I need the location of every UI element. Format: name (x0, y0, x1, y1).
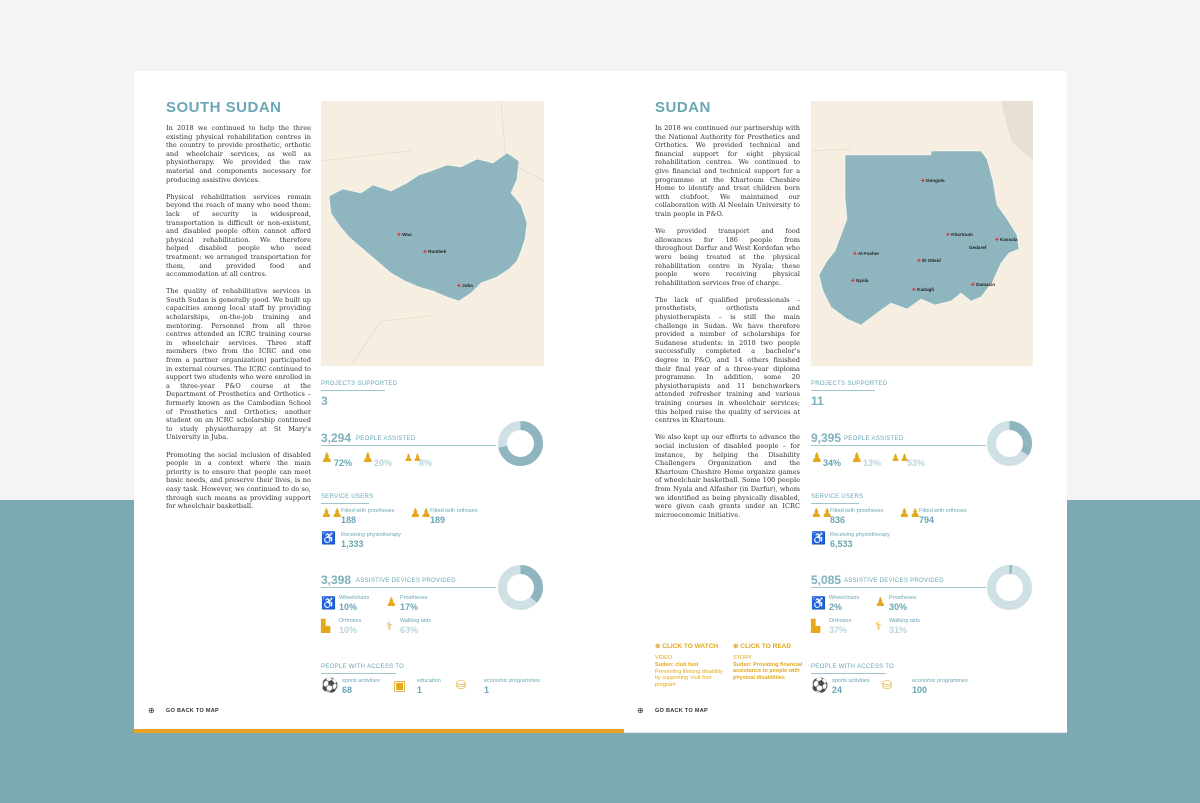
back-arrow-icon[interactable]: ⊕ (637, 706, 644, 715)
physiotherapy-value: 1,333 (341, 539, 364, 549)
click-to-watch-label: CLICK TO WATCH (662, 643, 718, 650)
divider (811, 390, 875, 391)
map-pin-icon: ✚ (995, 237, 999, 242)
prosthesis-icon: ♟ (875, 595, 886, 609)
map-sudan[interactable] (811, 101, 1033, 366)
divider (811, 445, 986, 446)
fitted-orthoses-label: Fitted with orthoses (919, 508, 967, 514)
map-pin-icon: ✚ (851, 278, 855, 283)
click-to-read-link[interactable] (733, 642, 791, 650)
divider (811, 503, 859, 504)
map-city-juba (457, 283, 473, 289)
walking-aids-value: 31% (889, 625, 908, 635)
people-children-pct: 8% (419, 458, 433, 468)
city-label: Damazin (976, 282, 996, 287)
prostheses-label: Prostheses (400, 595, 428, 601)
map-svg (811, 101, 1033, 366)
sports-icon: ⚽ (321, 677, 339, 693)
story-title[interactable]: Sudan: Providing financial assistance to people with physical disabilities (733, 662, 803, 681)
economic-value: 100 (912, 685, 928, 695)
fitted-orthoses-value: 794 (919, 515, 935, 525)
map-pin-icon: ✚ (917, 258, 921, 263)
wheelchairs-label: Wheelchairs (339, 595, 370, 601)
donut-chart-people (985, 419, 1034, 468)
paragraph: We provided transport and food allowances for 186 people from throughout Darfur and West Kordofan who were being treated at the physical rehabilitation centre in Nyala; these people were receiving physical rehabilitation services free of charge. (655, 227, 800, 287)
map-city-el-obeid (917, 258, 941, 264)
projects-value: 3 (321, 394, 328, 408)
woman-icon: ♟ (362, 450, 374, 465)
city-label: Gedaref (969, 245, 987, 250)
map-pin-icon: ✚ (921, 178, 925, 183)
story-tag: STORY (733, 655, 752, 661)
map-pin-icon: ✚ (971, 282, 975, 287)
devices-value: 5,085 (811, 573, 842, 587)
read-icon: ⊕ (733, 643, 739, 650)
physiotherapy-label: Receiving physiotherapy (830, 532, 890, 538)
video-description: Preventing lifelong disability by supporting 'club foot program' (655, 669, 723, 688)
video-title[interactable]: Sudan: club foot (655, 662, 699, 668)
wheelchairs-value: 2% (829, 602, 843, 612)
map-city-rumbek (423, 249, 446, 255)
donut-chart-devices (496, 563, 545, 612)
map-svg (321, 101, 544, 366)
economic-icon: ⛁ (456, 678, 467, 692)
paragraph: The quality of rehabilitative services in South Sudan is generally good. We built up capacities among local staff by providing scholarships, on-the-job training and mentoring. Personnel from all three centres attended an ICRC training course in wheelchair services. Three staff members (two from the ICRC and one from a partner organization) participated in external courses. The ICRC continued to support two students who were enrolled in a three-year P&O course at the Department of Prosthetics and Orthotics – formerly known as the Cambodian School of Prosthetics and Orthotics; another student on an ICRC scholarship continued to study physiotherapy at St Mary's University in Juba. (166, 287, 311, 442)
prostheses-value: 30% (889, 602, 908, 612)
body-text (655, 124, 800, 528)
divider (321, 673, 396, 674)
economic-label: economic programmes (912, 678, 968, 684)
sports-value: 24 (832, 685, 843, 695)
map-pin-icon: ✚ (946, 232, 950, 237)
walking-aids-label: Walking aids (400, 618, 431, 624)
fitted-prostheses-label: Fitted with prostheses (830, 508, 884, 514)
orthoses-label: Orthoses (829, 618, 852, 624)
map-pin-icon: ✚ (912, 287, 916, 292)
video-tag: VIDEO (655, 655, 673, 661)
man-icon: ♟ (811, 450, 823, 465)
sports-value: 68 (342, 685, 353, 695)
city-label: Al-Fasher (857, 251, 880, 256)
walking-aid-icon: ⚕ (875, 619, 882, 633)
body-text (166, 124, 311, 519)
wheelchairs-label: Wheelchairs (829, 595, 860, 601)
orthosis-icon: ▙ (811, 619, 821, 633)
page-bottom-bar (134, 729, 624, 733)
man-icon: ♟ (321, 450, 333, 465)
access-label: PEOPLE WITH ACCESS TO (321, 664, 405, 670)
divider (321, 390, 385, 391)
orthosis-icon: ▙ (321, 619, 331, 633)
city-label: Wau (402, 232, 412, 237)
fitted-prostheses-label: Fitted with prostheses (341, 508, 395, 514)
people-assisted-label: PEOPLE ASSISTED (356, 436, 416, 442)
map-city-al-fasher (853, 251, 879, 257)
children-icon: ♟♟ (404, 453, 422, 464)
economic-icon: ⛁ (882, 678, 893, 692)
page-title: SOUTH SUDAN (166, 99, 282, 116)
prosthesis-user-icon: ♟♟ (321, 506, 343, 520)
fitted-prostheses-value: 188 (341, 515, 357, 525)
click-to-read-label: CLICK TO READ (740, 643, 792, 650)
map-city-wau (397, 232, 412, 238)
map-city-gedaref (969, 245, 986, 250)
page-title: SUDAN (655, 99, 711, 116)
map-pin-icon: ✚ (457, 283, 461, 288)
play-icon: ⊕ (655, 643, 661, 650)
economic-label: economic programmes (484, 678, 540, 684)
access-label: PEOPLE WITH ACCESS TO (811, 664, 895, 670)
economic-value: 1 (484, 685, 490, 695)
people-women-pct: 13% (863, 458, 882, 468)
paragraph: In 2018 we continued our partnership with the National Authority for Prosthetics and Orthotics. We provided technical and financial support for eight physical rehabilitation centres. We continued to give financial and technical support for a programme at the Khartoum Cheshire Home to identify and treat children born with clubfoot. We maintained our collaboration with Al Neelain University to train people in P&O. (655, 124, 800, 218)
click-to-watch-link[interactable] (655, 642, 718, 650)
walking-aids-value: 63% (400, 625, 419, 635)
physiotherapy-label: Receiving physiotherapy (341, 532, 401, 538)
map-south-sudan[interactable] (321, 101, 544, 366)
map-city-kassala (995, 237, 1018, 243)
map-city-dongola (921, 178, 945, 184)
city-label: Kadugli (917, 287, 934, 292)
divider (811, 673, 886, 674)
sports-label: sports activities (832, 678, 870, 684)
walking-aids-label: Walking aids (889, 618, 920, 624)
projects-label: PROJECTS SUPPORTED (321, 381, 398, 387)
city-label: El Obeid (922, 258, 941, 263)
divider (321, 587, 496, 588)
city-label: Dongola (926, 178, 945, 183)
prosthesis-user-icon: ♟♟ (811, 506, 833, 520)
physiotherapy-value: 6,533 (830, 539, 853, 549)
orthoses-value: 10% (339, 625, 358, 635)
orthoses-value: 37% (829, 625, 848, 635)
people-women-pct: 20% (374, 458, 393, 468)
paragraph: Promoting the social inclusion of disabled people in a context where the main priority is to ensure that people can meet basic needs, and preserve their lives, is no easy task. However, we continued to do so, through such means as providing support for wheelchair basketball. (166, 450, 311, 511)
map-pin-icon: ✚ (423, 249, 427, 254)
city-label: Nyala (856, 278, 869, 283)
service-users-label: SERVICE USERS (811, 494, 864, 500)
paragraph: In 2018 we continued to help the three existing physical rehabilitation centres in the country to provide prosthetic, orthotic and wheelchair services, as well as physiotherapy. We provided the raw material and components necessary for producing assistive devices. (166, 124, 311, 184)
wheelchair-icon: ♿ (811, 596, 826, 610)
sports-icon: ⚽ (811, 677, 829, 693)
prostheses-label: Prostheses (889, 595, 917, 601)
donut-chart-people (496, 419, 545, 468)
orthosis-user-icon: ♟♟ (410, 506, 432, 520)
people-men-pct: 34% (823, 458, 842, 468)
city-label: Juba (462, 283, 473, 288)
woman-icon: ♟ (851, 450, 863, 465)
city-label: Khartoum (951, 232, 973, 237)
people-assisted-value: 9,395 (811, 431, 842, 445)
devices-value: 3,398 (321, 573, 352, 587)
map-city-nyala (851, 278, 868, 284)
physiotherapy-icon: ♿ (321, 531, 336, 545)
wheelchair-icon: ♿ (321, 596, 336, 610)
people-assisted-value: 3,294 (321, 431, 352, 445)
paragraph: We also kept up our efforts to advance the social inclusion of disabled people – for instance, by helping the Disability Challengers Organization and the Khartoum Cheshire Home organize games of wheelchair basketball. Some 100 people from Nyala and Alfasher (in Darfur), whom we identified as being physically disabled, were given cash grants under an ICRC microeconomic Initiative. (655, 433, 800, 519)
map-city-khartoum (946, 232, 973, 238)
projects-value: 11 (811, 394, 824, 408)
orthoses-label: Orthoses (339, 618, 362, 624)
map-pin-icon: ✚ (853, 251, 857, 256)
education-label: education (417, 678, 441, 684)
back-to-map-link[interactable]: GO BACK TO MAP (655, 708, 708, 714)
walking-aid-icon: ⚕ (386, 619, 393, 633)
divider (321, 503, 369, 504)
map-pin-icon: ✚ (397, 232, 401, 237)
service-users-label: SERVICE USERS (321, 494, 374, 500)
paragraph: Physical rehabilitation services remain beyond the reach of many who need them: lack of security is widespread, transportation is difficult or non-existent, and disabled people often cannot afford physical rehabilitation. We therefore helped disabled people who need treatment: we arranged transportation for them, and provided food and accommodation at all centres. (166, 192, 311, 279)
fitted-prostheses-value: 836 (830, 515, 846, 525)
back-to-map-link[interactable]: GO BACK TO MAP (166, 708, 219, 714)
divider (321, 445, 496, 446)
physiotherapy-icon: ♿ (811, 531, 826, 545)
devices-label: ASSISTIVE DEVICES PROVIDED (844, 578, 944, 584)
divider (811, 587, 986, 588)
people-men-pct: 72% (334, 458, 353, 468)
donut-chart-devices (985, 563, 1034, 612)
children-icon: ♟♟ (891, 453, 909, 464)
map-city-kadugli (912, 287, 934, 293)
back-arrow-icon[interactable]: ⊕ (148, 706, 155, 715)
sports-label: sports activities (342, 678, 380, 684)
wheelchairs-value: 10% (339, 602, 358, 612)
people-assisted-label: PEOPLE ASSISTED (844, 436, 904, 442)
city-label: Rumbek (428, 249, 447, 254)
prosthesis-icon: ♟ (386, 595, 397, 609)
paragraph: The lack of qualified professionals – prosthetists, orthotists and physiotherapists – is still the main challenge in Sudan. We have therefore provided a number of scholarships for Sudanese students: in 2018 two people successfully completed a bachelor's degree in P&O, and 14 others finished their final year of a three-year diploma programme. In addition, some 20 physiotherapists and 11 benchworkers attended refresher training and various training courses in wheelchair services; this helped raise the quality of services at centres in Khartoum. (655, 295, 800, 425)
prostheses-value: 17% (400, 602, 419, 612)
fitted-orthoses-value: 189 (430, 515, 446, 525)
city-label: Kassala (1000, 237, 1018, 242)
education-icon: ▣ (393, 677, 407, 693)
people-children-pct: 53% (907, 458, 926, 468)
orthosis-user-icon: ♟♟ (899, 506, 921, 520)
devices-label: ASSISTIVE DEVICES PROVIDED (356, 578, 456, 584)
fitted-orthoses-label: Fitted with orthoses (430, 508, 478, 514)
map-city-damazin (971, 282, 995, 288)
projects-label: PROJECTS SUPPORTED (811, 381, 888, 387)
education-value: 1 (417, 685, 423, 695)
